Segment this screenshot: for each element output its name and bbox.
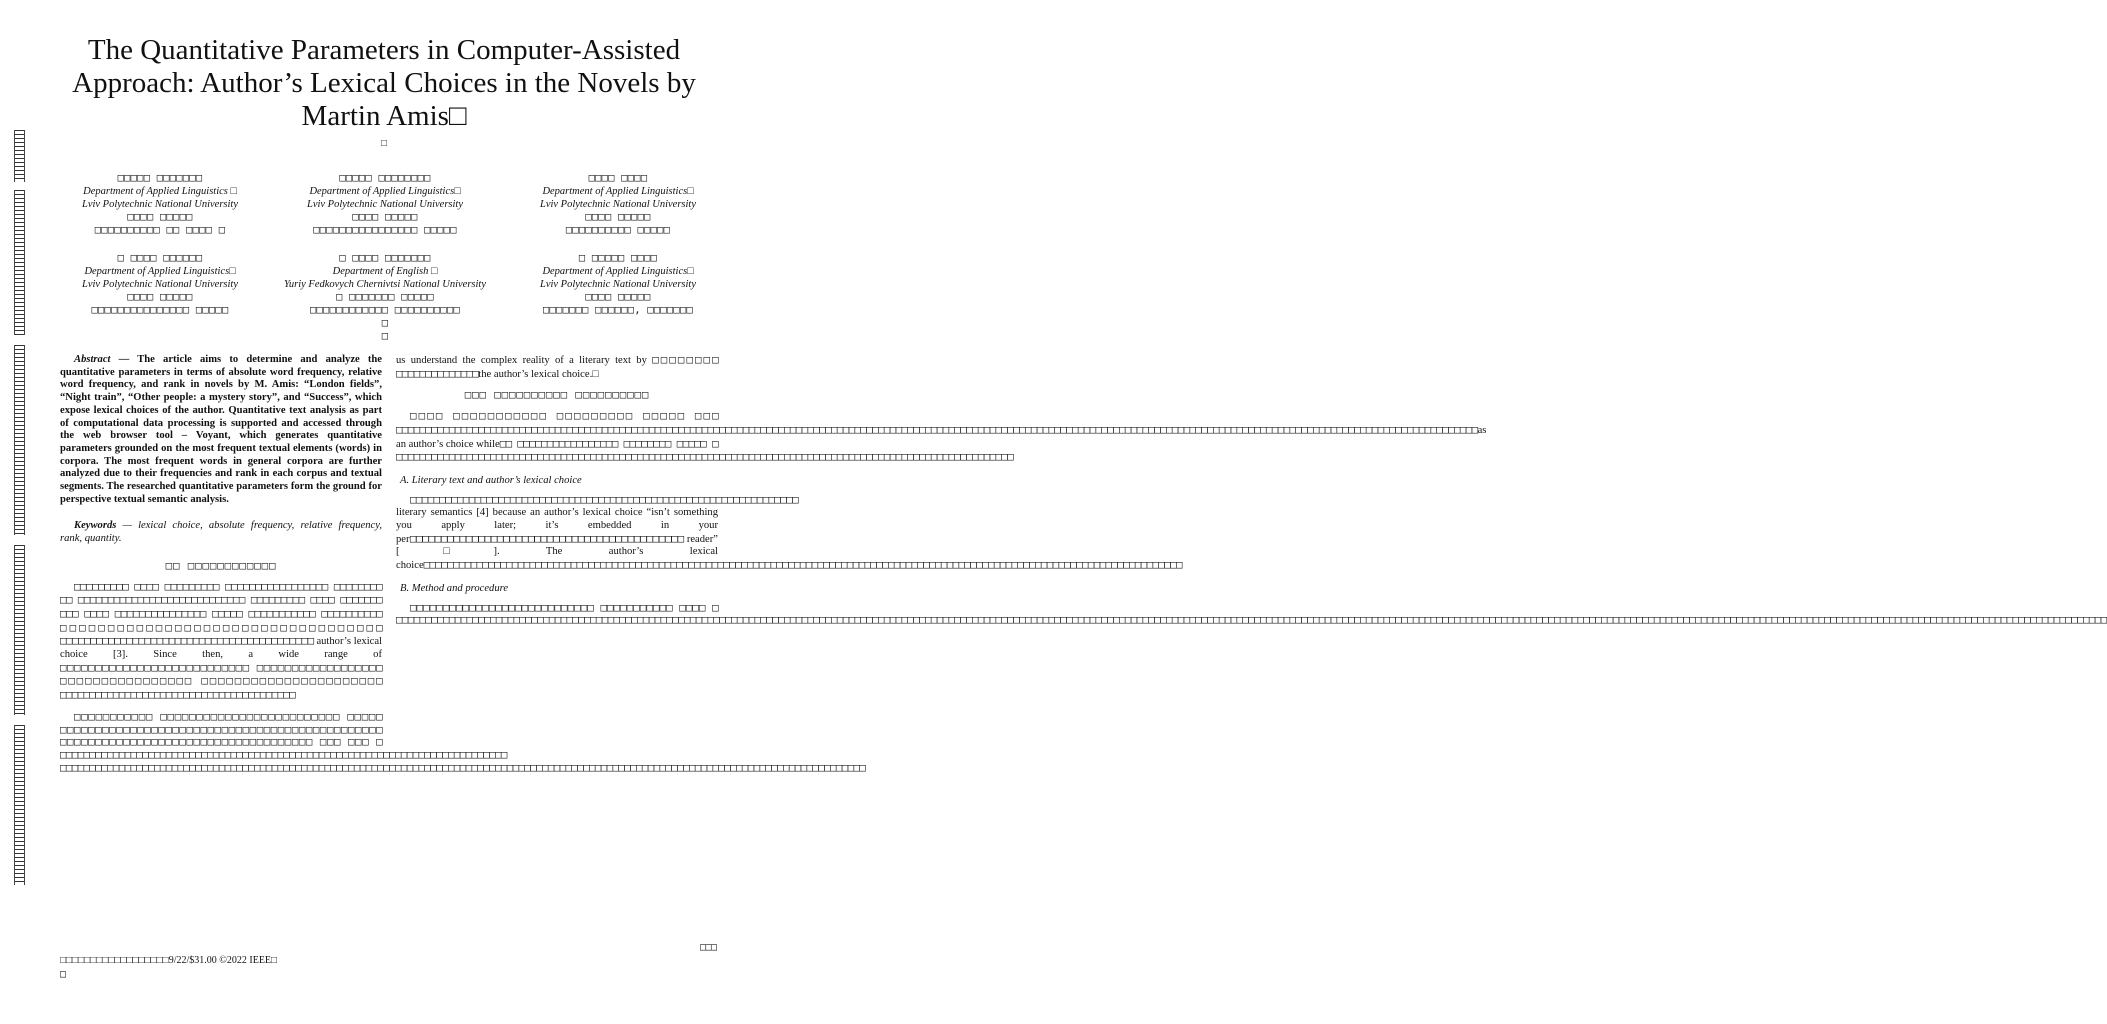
author-name: □ □□□□ □□□□□□□ bbox=[339, 252, 431, 264]
garbled-text: □□□□□□□□□□□□□□□□□□□□□□□□□□□ □□□□□□□□□□□□□□□□□□ □□□□□□□□□□□□□□□□ □□□□□□□□□□□□□□□□□□□□□□ □□□□□□□□□□□□□□□□□□□□□□□□□□□□□□□□□□□□□□□□ bbox=[60, 661, 382, 702]
intro-continued bbox=[396, 354, 718, 381]
garbled-text: □□□□□□□□ □□□□□□□□□□□□□□ bbox=[396, 354, 718, 380]
author-city: □□□□ □□□□□ bbox=[127, 291, 193, 303]
author-extra: □ □ bbox=[381, 317, 389, 342]
garbled-text: □□□□ □□□□□□□□□□□ □□□□□□□□□ □□□□□ □□□ □□□□□□□□□□□□□□□□□□□□□□□□□□□□□□□□□□□□□□□□□□□□□□□□□□□□□□□□□□□□□□□□□□□□□□□□□□□□□□□□□□□□□□□□□□□□□□□□□□□□□□□□□□□□□□□□□□□□□□□□□□□□□□□□□□□□□□□□□□□□□□□□□□□□□□□□□□□□□□□□□□□□□□□□□□□□□□□□□□□□□□□□ bbox=[396, 410, 1478, 436]
author-university: Yuriy Fedkovych Chernivtsi National University bbox=[284, 279, 486, 290]
author-department: Department of Applied Linguistics□ bbox=[542, 186, 694, 197]
body-text: the author’s lexical choice.□ bbox=[478, 368, 599, 380]
author-block bbox=[508, 252, 728, 317]
margin-sidebar bbox=[14, 130, 24, 890]
author-email: □□□□□□□□□□□□□□□□ □□□□□ bbox=[313, 224, 457, 236]
author-email: □□□□□□□□□□ □□□□□ bbox=[565, 224, 671, 236]
author-name: □□□□□ □□□□□□□ bbox=[117, 172, 203, 184]
sidebar-strip-4 bbox=[14, 545, 25, 715]
sidebar-strip-1 bbox=[14, 130, 25, 182]
author-department: Department of Applied Linguistics□ bbox=[84, 266, 236, 277]
author-department: Department of English □ bbox=[332, 266, 438, 277]
title-mark: □ bbox=[380, 138, 388, 149]
author-block bbox=[275, 252, 495, 343]
section-heading-introduction: □□ □□□□□□□□□□□□ bbox=[165, 559, 277, 572]
author-university: Lviv Polytechnic National University bbox=[81, 199, 238, 210]
body-text: author’s lexical choice [3]. Since then, a wide range of bbox=[60, 636, 383, 661]
author-city: □ □□□□□□□ □□□□□ bbox=[336, 291, 434, 303]
author-department: Department of Applied Linguistics□ bbox=[542, 266, 694, 277]
author-name: □□□□□ □□□□□□□□ bbox=[339, 172, 431, 184]
right-column bbox=[396, 354, 2107, 635]
keywords-text: — lexical choice, absolute frequency, relative frequency, rank, quantity. bbox=[60, 520, 382, 545]
abstract-text: — The article aims to determine and analyze the quantitative parameters in terms of absolute word frequency, relative word frequency, and rank in novels by M. Amis: “London fields”, “Night train”, “Other people: a mystery story”, and “Success”, which expose lexical choices of the author. Quantitative text analysis as part of computational data processing is supported and accessed through the web browser tool – Voyant, which generates quantitative parameters grounded on the most frequent textual elements (words) in corpora. The most frequent words in general corpora are further analyzed due to their frequencies and rank in each corpus and textual segments. The researched quantitative parameters form the ground for perspective textual semantic analysis. bbox=[60, 354, 382, 505]
garbled-text: □□□□□□□□□□□□□□□□□□□□□□□□□□□□□□□□□□□□□□□□□□□□□□□□□□□□□□□□□□□□□□□□□□□□□□□□□□□□□□□□□□□□□□□□□□□□□□□□□□□□□□□□□□□□□□□□□□□□□□□□□□□□□□□□□ bbox=[423, 559, 1182, 572]
author-city: □□□□ □□□□□ bbox=[585, 211, 651, 223]
subsection-a-paragraph bbox=[396, 493, 1182, 573]
author-name: □□□□ □□□□ bbox=[588, 172, 648, 184]
garbled-text: □□□□□□□□□□□□□□□□□□□□□□□□□□□□□□□□□□□□□□□□□□□□□□□□□□□□□□□□□□□□□□□□□□ bbox=[410, 493, 798, 506]
author-block bbox=[50, 252, 270, 317]
author-university: Lviv Polytechnic National University bbox=[539, 279, 696, 290]
subsection-b-paragraph: □□□□□□□□□□□□□□□□□□□□□□□□□□□□ □□□□□□□□□□□ □□□□ □ □□□□□□□□□□□□□□□□□□□□□□□□□□□□□□□□□□□□□□□□□□□□□□□□□□□□□□□□□□□□□□□□□□□□□□□□□□□□□□□□□□□□□□□□□□□□□□□□□□□□□□□□□□□□□□□□□□□□□□□□□□□□□□□□□□□□□□□□□□□□□□□□□□□□□□□□□□□□□□□□□□□□□□□□□□□□□□□□□□□□□□□□□□□□□□□□□□□□□□□□□□□□□□□□□□□□□□□□□□□□□□□□□□□□□□□□□□□□□□□□□□□□□□□□□□□□□□□□□□□□□□□□□□□□□□□□□□□□□□□□□□□□□□□□□□□ bbox=[396, 601, 2107, 627]
keywords bbox=[60, 520, 382, 545]
copyright-line: □□□□□□□□□□□□□□□□□□9/22/$31.00 ©2022 IEEE□ bbox=[60, 955, 278, 966]
body-text: us understand the complex reality of a literary text by bbox=[396, 355, 647, 366]
author-name: □ □□□□□ □□□□ bbox=[578, 252, 658, 264]
author-block bbox=[508, 172, 728, 237]
author-city: □□□□ □□□□□ bbox=[585, 291, 651, 303]
author-email: □□□□□□□□□□□□□□□ □□□□□ bbox=[91, 304, 229, 316]
author-university: Lviv Polytechnic National University bbox=[81, 279, 238, 290]
author-city: □□□□ □□□□□ bbox=[352, 211, 418, 223]
garbled-text: □□ □□□□□□□□□□□□□□□□□ □□□□□□□□ □□□□□ □ □□□□□□□□□□□□□□□□□□□□□□□□□□□□□□□□□□□□□□□□□□□□□□□□□□□□□□□□□□□□□□□□□□□□□□□□□□□□□□□□□□□□□□□□□□□□□□□□□□□□□□□□□ bbox=[396, 437, 1014, 464]
author-email: □□□□□□□□□□□□ □□□□□□□□□□ bbox=[310, 304, 460, 316]
body-text: literary semantics [4] because an author’s lexical choice “isn’t something you apply later; it’s embedded in your per bbox=[396, 507, 718, 545]
keywords-label: Keywords bbox=[74, 520, 117, 532]
author-email: □□□□□□□ □□□□□□, □□□□□□□ bbox=[543, 304, 693, 316]
garbled-text: □□□□□□□□□ □□□□ □□□□□□□□□ □□□□□□□□□□□□□□□□□ □□□□□□□□ □□ □□□□□□□□□□□□□□□□□□□□□□□□□□□□ □□□□□□□□□ □□□□ □□□□□□□ □□□ □□□□ □□□□□□□□□□□□□□□ □□□□□ □□□□□□□□□□□ □□□□□□□□□□ □□□□□□□□□□□□□□□□□□□□□□□□□□□□□□□□□□ □□□□□□□□□□□□□□□□□□□□□□□□□□□□□□□□□□□□□□□□□□ bbox=[60, 580, 382, 648]
paper-title: The Quantitative Parameters in Computer-Assisted Approach: Author’s Lexical Choices in the Novels by Martin Amis□ bbox=[72, 34, 696, 132]
abstract-label: Abstract bbox=[74, 354, 111, 365]
author-university: Lviv Polytechnic National University bbox=[539, 199, 696, 210]
footer-mark: □ bbox=[60, 969, 66, 980]
author-block bbox=[50, 172, 270, 237]
sidebar-strip-5 bbox=[14, 725, 25, 885]
body-text: as an author’s choice while bbox=[396, 424, 1487, 450]
page-mark: □□□ bbox=[700, 942, 717, 953]
garbled-text: □□□□□□□□□□□□□□□□□□□□□□□□□□□□□□□□□□□□□□□□□□□□ bbox=[409, 532, 684, 545]
body-text: reader” [□]. The author’s lexical choice bbox=[396, 533, 718, 572]
intro-paragraph-2: □□□□□□□□□□□ □□□□□□□□□□□□□□□□□□□□□□□□□ □□□□□ □□□□□□□□□□□□□□□□□□□□□□□□□□□□□□□□□□□□□□□□□□□□□□ □□□□□□□□□□□□□□□□□□□□□□□□□□□□□□□□□□□□ □□□ □□□ □ □□□□□□□□□□□□□□□□□□□□□□□□□□□□□□□□□□□□□□□□□□□□□□□□□□□□□□□□□□□□□□□□□□□□□□□□□□□□ □□□□□□□□□□□□□□□□□□□□□□□□□□□□□□□□□□□□□□□□□□□□□□□□□□□□□□□□□□□□□□□□□□□□□□□□□□□□□□□□□□□□□□□□□□□□□□□□□□□□□□□□□□□□□□□□□□□□□□□□□□□□□□□□□□□□□□□□□ bbox=[60, 710, 866, 774]
subsection-heading-a: A. Literary text and author’s lexical choice bbox=[400, 474, 582, 486]
copyright-footer bbox=[60, 954, 277, 982]
author-block bbox=[275, 172, 495, 237]
sidebar-strip-3 bbox=[14, 345, 25, 535]
section2-paragraph-1 bbox=[396, 410, 1487, 465]
author-department: Department of Applied Linguistics □ bbox=[83, 186, 237, 197]
subsection-heading-b: B. Method and procedure bbox=[400, 582, 509, 594]
author-university: Lviv Polytechnic National University bbox=[306, 199, 463, 210]
sidebar-strip-2 bbox=[14, 190, 25, 335]
author-name: □ □□□□ □□□□□□ bbox=[117, 252, 203, 264]
abstract bbox=[60, 354, 382, 506]
author-city: □□□□ □□□□□ bbox=[127, 211, 193, 223]
intro-paragraph-1 bbox=[60, 581, 382, 703]
author-email: □□□□□□□□□□ □□ □□□□ □ bbox=[94, 224, 226, 236]
author-department: Department of Applied Linguistics□ bbox=[309, 186, 461, 197]
section-heading-2: □□□ □□□□□□□□□□ □□□□□□□□□□ bbox=[464, 389, 650, 402]
